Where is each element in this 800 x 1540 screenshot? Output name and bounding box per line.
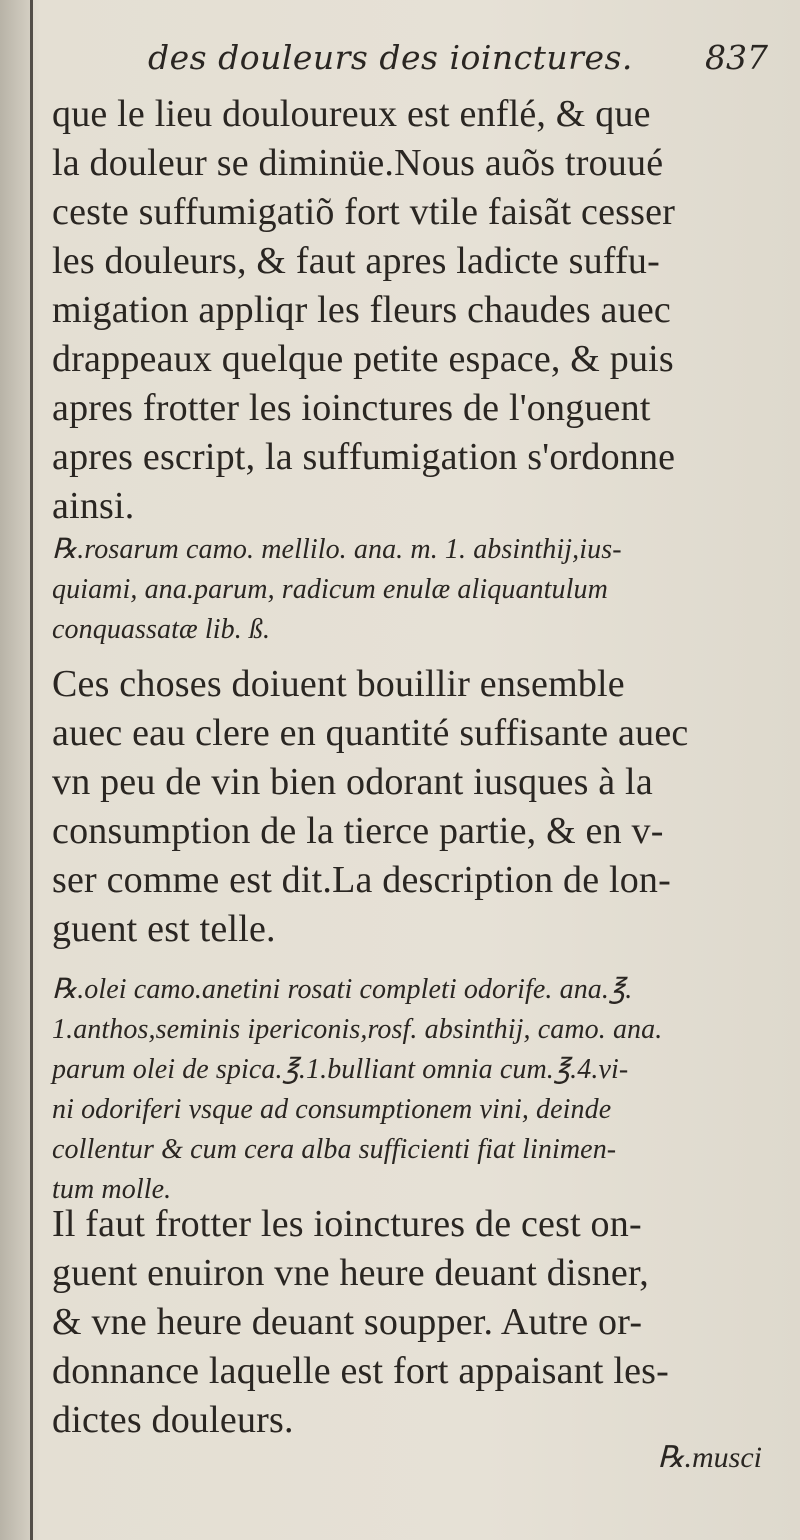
text-line: guent enuiron vne heure deuant disner, (52, 1252, 649, 1294)
text-line: ainsi. (52, 485, 135, 527)
text-line: & vne heure deuant soupper. Autre or- (52, 1301, 643, 1343)
text-line: guent est telle. (52, 908, 276, 950)
text-line: donnance laquelle est fort appaisant les- (52, 1350, 670, 1392)
page-number: 837 (705, 38, 768, 77)
paragraph-2 (52, 660, 772, 954)
text-line: apres frotter les ioinctures de l'onguent (52, 387, 651, 429)
text-line: dictes douleurs. (52, 1399, 294, 1441)
recipe-line: ℞.olei camo.anetini rosati completi odorife. ana.℥. (52, 974, 633, 1005)
recipe-1 (52, 530, 772, 650)
text-line: que le lieu douloureux est enflé, & que (52, 93, 651, 135)
recipe-line: conquassatæ lib. ß. (52, 614, 271, 645)
text-line: ser comme est dit.La description de lon- (52, 859, 671, 901)
recipe-line: collentur & cum cera alba sufficienti fiat linimen- (52, 1134, 617, 1165)
text-line: ceste suffumigatiõ fort vtile faisãt cesser (52, 191, 676, 233)
page-gutter (0, 0, 30, 1540)
recipe-line: tum molle. (52, 1174, 172, 1205)
text-line: auec eau clere en quantité suffisante auec (52, 712, 689, 754)
recipe-line: parum olei de spica.℥.1.bulliant omnia cum.℥.4.vi- (52, 1054, 629, 1085)
recipe-line: quiami, ana.parum, radicum enulæ aliquantulum (52, 574, 608, 605)
running-head: des douleurs des ioinctures. (148, 38, 633, 77)
text-line: Ces choses doiuent bouillir ensemble (52, 663, 625, 705)
page-header (148, 38, 768, 88)
text-line: les douleurs, & faut apres ladicte suffu- (52, 240, 660, 282)
paragraph-1 (52, 90, 772, 531)
paragraph-3 (52, 1200, 772, 1445)
text-line: la douleur se diminüe.Nous auõs trouué (52, 142, 664, 184)
recipe-line: ℞.rosarum camo. mellilo. ana. m. 1. absinthij,ius- (52, 534, 622, 565)
text-line: drappeaux quelque petite espace, & puis (52, 338, 674, 380)
text-line: migation appliqr les fleurs chaudes auec (52, 289, 671, 331)
recipe-line: 1.anthos,seminis ipericonis,rosf. absinthij, camo. ana. (52, 1014, 663, 1045)
catchword: ℞.musci (657, 1441, 762, 1474)
recipe-2 (52, 970, 772, 1210)
text-line: vn peu de vin bien odorant iusques à la (52, 761, 653, 803)
text-line: apres escript, la suffumigation s'ordonne (52, 436, 676, 478)
text-line: Il faut frotter les ioinctures de cest on- (52, 1203, 642, 1245)
recipe-line: ni odoriferi vsque ad consumptionem vini, deinde (52, 1094, 612, 1125)
text-line: consumption de la tierce partie, & en v- (52, 810, 664, 852)
binding-edge (30, 0, 33, 1540)
